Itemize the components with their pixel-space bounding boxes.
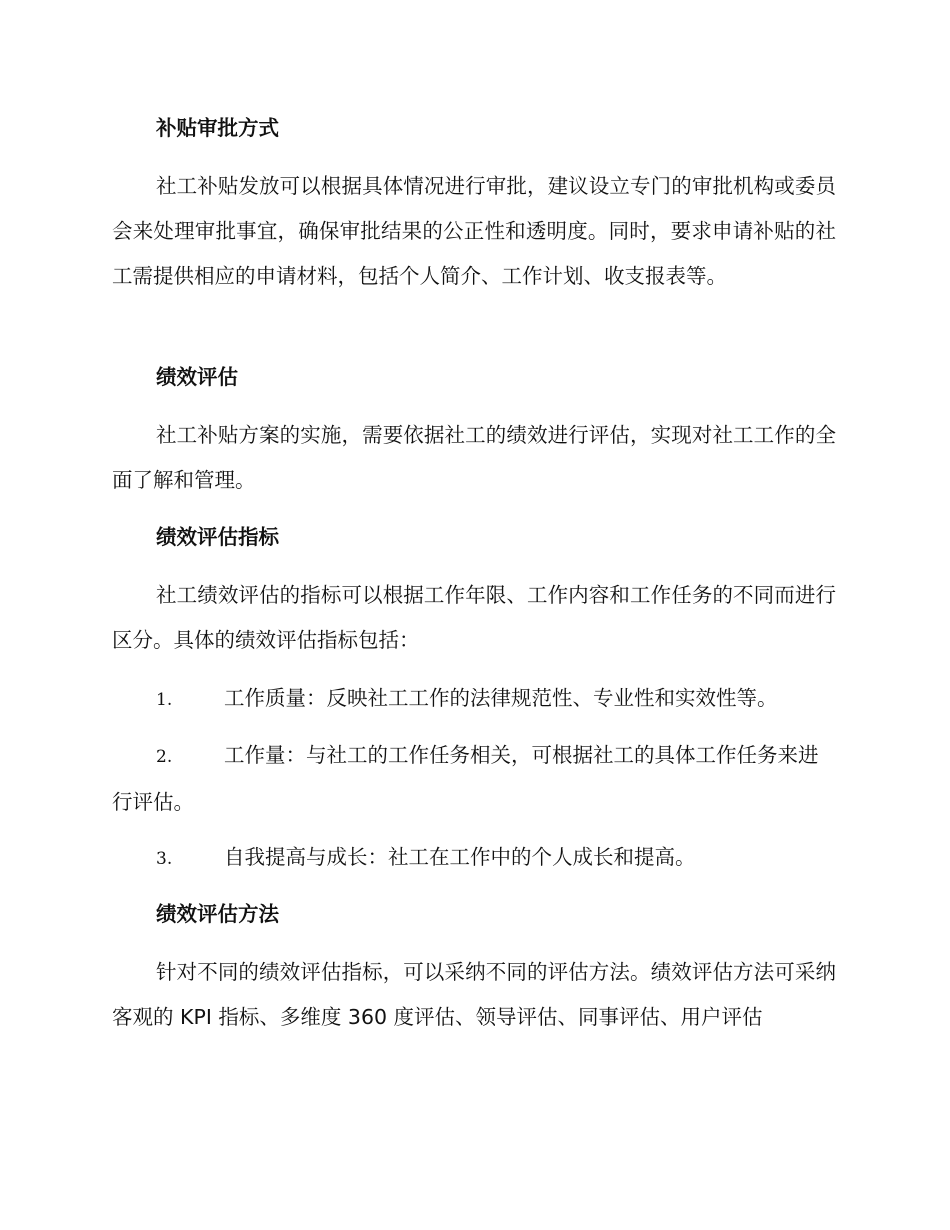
list-text: 自我提高与成长：社工在工作中的个人成长和提高。 [224, 845, 696, 869]
list-item: 2. 工作量：与社工的工作任务相关，可根据社工的具体工作任务来进行评估。 [112, 743, 819, 814]
heading-evaluation: 绩效评估 [156, 365, 238, 389]
list-text: 工作质量：反映社工工作的法律规范性、专业性和实效性等。 [224, 686, 778, 710]
list-item: 1. 工作质量：反映社工工作的法律规范性、专业性和实效性等。 [112, 676, 836, 723]
paragraph-approval: 社工补贴发放可以根据具体情况进行审批，建议设立专门的审批机构或委员会来处理审批事宜，确保审批结果的公正性和透明度。同时，要求申请补贴的社工需提供相应的申请材料，包括个人简介、工作计划、收支报表等。 [112, 174, 836, 288]
list-text: 工作量：与社工的工作任务相关，可根据社工的具体工作任务来进行评估。 [112, 743, 819, 814]
paragraph-evaluation: 社工补贴方案的实施，需要依据社工的绩效进行评估，实现对社工工作的全面了解和管理。 [112, 423, 836, 492]
heading-approval: 补贴审批方式 [156, 116, 279, 140]
list-item: 3. 自我提高与成长：社工在工作中的个人成长和提高。 [112, 835, 836, 882]
heading-methods: 绩效评估方法 [156, 902, 279, 926]
paragraph-methods: 针对不同的绩效评估指标，可以采纳不同的评估方法。绩效评估方法可采纳客观的 KPI 指标、多维度 360 度评估、领导评估、同事评估、用户评估 [112, 960, 836, 1029]
heading-indicators: 绩效评估指标 [156, 525, 279, 549]
paragraph-indicators: 社工绩效评估的指标可以根据工作年限、工作内容和工作任务的不同而进行区分。具体的绩效评估指标包括： [112, 583, 836, 652]
